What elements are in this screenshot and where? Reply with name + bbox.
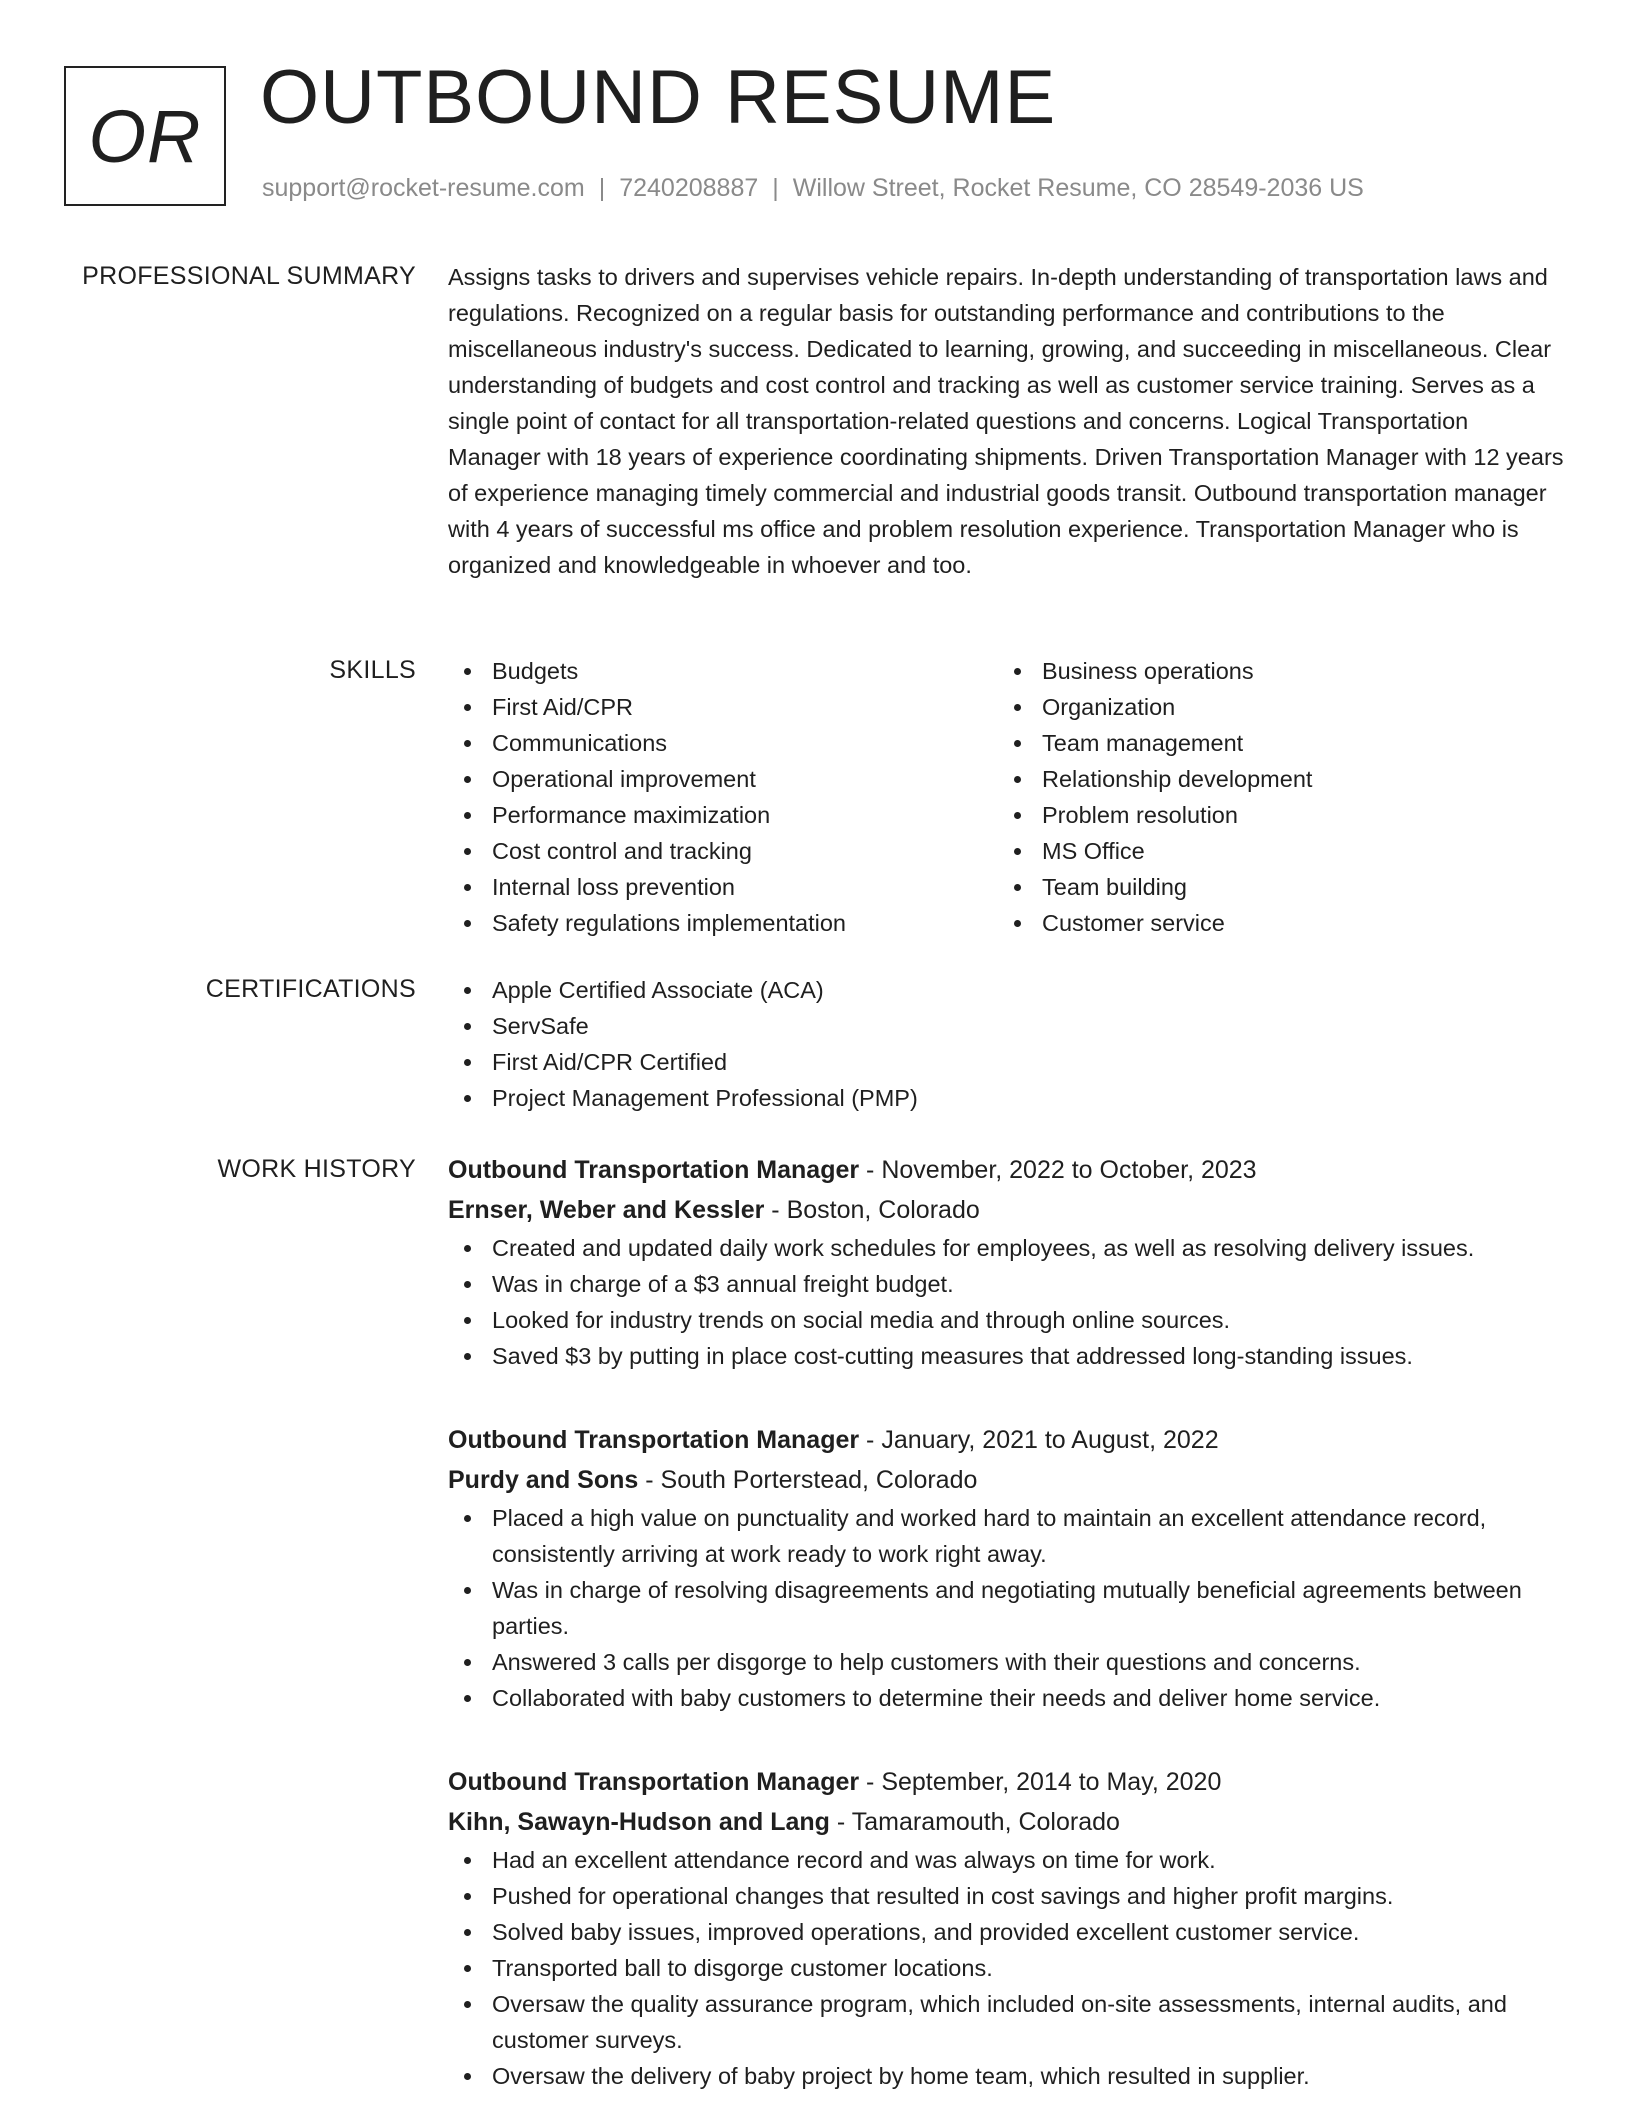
skill-item: Business operations [998, 653, 1548, 689]
job-duty-item: Looked for industry trends on social media and through online sources. [448, 1302, 1564, 1338]
skills-list-left [448, 653, 998, 941]
contact-address: Willow Street, Rocket Resume, CO 28549-2036 US [792, 174, 1364, 202]
summary-text: Assigns tasks to drivers and supervises vehicle repairs. In-depth understanding of transportation laws and regulations. Recognized on a regular basis for outstanding performance and contributions to the miscellaneous industry's success. Dedicated to learning, growing, and succeeding in miscellaneous. Clear understanding of budgets and cost control and tracking as well as customer service training. Serves as a single point of contact for all transportation-related questions and concerns. Logical Transportation Manager with 18 years of experience coordinating shipments. Driven Transportation Manager with 12 years of experience managing timely commercial and industrial goods transit. Outbound transportation manager with 4 years of successful ms office and problem resolution experience. Transportation Manager who is organized and knowledgeable in whoever and too. [448, 264, 1564, 578]
skill-item: MS Office [998, 833, 1548, 869]
job-duty-item: Saved $3 by putting in place cost-cutting measures that addressed long-standing issues. [448, 1338, 1564, 1374]
monogram-logo: OR [64, 66, 226, 206]
skill-item: Cost control and tracking [448, 833, 998, 869]
section-label-certifications: CERTIFICATIONS [205, 975, 416, 1003]
job-title-line [448, 1150, 1564, 1190]
job-duty-item: Created and updated daily work schedules for employees, as well as resolving delivery issues. [448, 1230, 1564, 1266]
certifications-section [448, 972, 1564, 1116]
skill-item: Customer service [998, 905, 1548, 941]
certification-item: Project Management Professional (PMP) [448, 1080, 1564, 1116]
contact-phone[interactable]: 7240208887 [619, 174, 759, 202]
skill-item: Communications [448, 725, 998, 761]
job-title-line [448, 1420, 1564, 1460]
job-duty-item: Transported ball to disgorge customer locations. [448, 1950, 1564, 1986]
job-duty-item: Had an excellent attendance record and was always on time for work. [448, 1842, 1564, 1878]
skill-item: Operational improvement [448, 761, 998, 797]
job-company: Kihn, Sawayn-Hudson and Lang [448, 1808, 830, 1836]
skill-item: Team building [998, 869, 1548, 905]
job-duties-list [448, 1500, 1564, 1716]
job-location: - Tamaramouth, Colorado [829, 1808, 1120, 1836]
contact-email[interactable]: support@rocket-resume.com [262, 174, 585, 202]
section-label-skills: SKILLS [329, 656, 416, 684]
job-duty-item: Was in charge of resolving disagreements and negotiating mutually beneficial agreements between parties. [448, 1572, 1564, 1644]
contact-separator: | [598, 174, 606, 202]
job-company-line [448, 1190, 1564, 1230]
skill-item: Budgets [448, 653, 998, 689]
skill-item: Team management [998, 725, 1548, 761]
job-duty-item: Collaborated with baby customers to determine their needs and deliver home service. [448, 1680, 1564, 1716]
skill-item: Organization [998, 689, 1548, 725]
summary-section [448, 259, 1564, 583]
job-title: Outbound Transportation Manager [448, 1156, 860, 1184]
job-entry [448, 1420, 1564, 1716]
skill-item: Performance maximization [448, 797, 998, 833]
certification-item: Apple Certified Associate (ACA) [448, 972, 1564, 1008]
job-company-line [448, 1802, 1564, 1842]
skill-item: First Aid/CPR [448, 689, 998, 725]
certifications-list [448, 972, 1564, 1116]
job-duty-item: Was in charge of a $3 annual freight budget. [448, 1266, 1564, 1302]
job-title-line [448, 1762, 1564, 1802]
skill-item: Problem resolution [998, 797, 1548, 833]
job-duty-item: Pushed for operational changes that resulted in cost savings and higher profit margins. [448, 1878, 1564, 1914]
job-location: - South Porterstead, Colorado [638, 1466, 978, 1494]
section-label-summary: PROFESSIONAL SUMMARY [82, 262, 416, 290]
job-dates: - November, 2022 to October, 2023 [859, 1156, 1257, 1184]
job-entry [448, 1150, 1564, 1374]
contact-separator: | [772, 174, 779, 202]
job-duty-item: Oversaw the quality assurance program, which included on-site assessments, internal audits, and customer surveys. [448, 1986, 1564, 2058]
section-label-work-history: WORK HISTORY [217, 1155, 416, 1183]
job-duty-item: Placed a high value on punctuality and worked hard to maintain an excellent attendance record, consistently arriving at work ready to work right away. [448, 1500, 1564, 1572]
job-dates: - January, 2021 to August, 2022 [859, 1426, 1219, 1454]
job-duty-item: Oversaw the delivery of baby project by home team, which resulted in supplier. [448, 2058, 1564, 2094]
job-duties-list [448, 1230, 1564, 1374]
job-title: Outbound Transportation Manager [448, 1426, 860, 1454]
job-duties-list [448, 1842, 1564, 2094]
skill-item: Relationship development [998, 761, 1548, 797]
job-duty-item: Solved baby issues, improved operations, and provided excellent customer service. [448, 1914, 1564, 1950]
skills-list-right [998, 653, 1548, 941]
job-company: Ernser, Weber and Kessler [448, 1196, 765, 1224]
resume-name: OUTBOUND RESUME [260, 55, 1057, 140]
certification-item: First Aid/CPR Certified [448, 1044, 1564, 1080]
certification-item: ServSafe [448, 1008, 1564, 1044]
job-dates: - September, 2014 to May, 2020 [859, 1768, 1222, 1796]
job-duty-item: Answered 3 calls per disgorge to help customers with their questions and concerns. [448, 1644, 1564, 1680]
job-entry [448, 1762, 1564, 2094]
job-company: Purdy and Sons [448, 1466, 639, 1494]
contact-line [262, 174, 1364, 203]
job-location: - Boston, Colorado [764, 1196, 980, 1224]
skill-item: Safety regulations implementation [448, 905, 998, 941]
skill-item: Internal loss prevention [448, 869, 998, 905]
job-company-line [448, 1460, 1564, 1500]
skills-section [448, 653, 1564, 941]
job-title: Outbound Transportation Manager [448, 1768, 860, 1796]
